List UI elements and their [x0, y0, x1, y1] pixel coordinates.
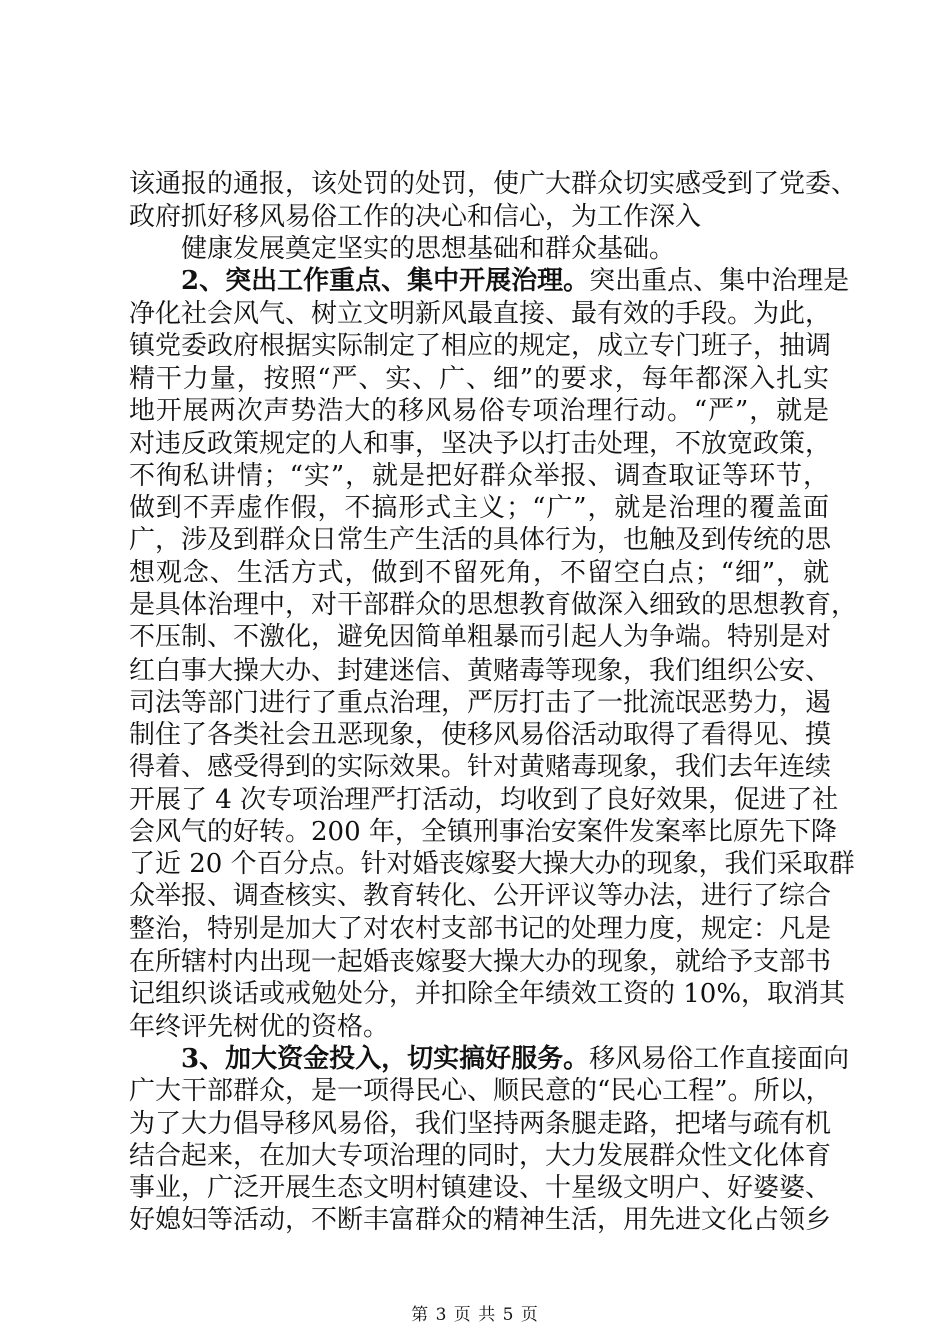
- text-line: 红白事大操大办、封建迷信、黄赌毒等现象，我们组织公安、: [129, 656, 832, 686]
- page-footer: 第 3 页 共 5 页: [411, 1305, 539, 1325]
- text-line: 在所辖村内出现一起婚丧嫁娶大操大办的现象，就给予支部书: [129, 947, 832, 977]
- text-line: 开展了 4 次专项治理严打活动，均收到了良好效果，促进了社: [129, 785, 839, 815]
- text-line: 该通报的通报，该处罚的处罚，使广大群众切实感受到了党委、: [129, 169, 858, 199]
- section-heading-2: 2、突出工作重点、集中开展治理。: [181, 266, 590, 296]
- text-line: 不压制、不激化，避免因简单粗暴而引起人为争端。特别是对: [129, 622, 832, 652]
- text-line: 得着、感受得到的实际效果。针对黄赌毒现象，我们去年连续: [129, 752, 832, 782]
- text-line: 好媳妇等活动，不断丰富群众的精神生活，用先进文化占领乡: [129, 1205, 832, 1235]
- section-heading-3: 3、加大资金投入，切实搞好服务。: [181, 1044, 590, 1074]
- text-line: 了近 20 个百分点。针对婚丧嫁娶大操大办的现象，我们采取群: [129, 849, 855, 879]
- text-line: 会风气的好转。200 年，全镇刑事治安案件发案率比原先下降: [129, 817, 837, 847]
- text-line: 是具体治理中，对干部群众的思想教育做深入细致的思想教育，: [129, 590, 858, 620]
- text-line: 健康发展奠定坚实的思想基础和群众基础。: [181, 234, 676, 264]
- text-line: 事业，广泛开展生态文明村镇建设、十星级文明户、好婆婆、: [129, 1173, 832, 1203]
- text-line: 政府抓好移风易俗工作的决心和信心，为工作深入: [129, 202, 702, 232]
- text-line: 记组织谈话或戒勉处分，并扣除全年绩效工资的 10%，取消其: [129, 979, 846, 1009]
- text-span: 突出重点、集中治理是: [589, 266, 850, 296]
- text-line: 年终评先树优的资格。: [129, 1012, 390, 1042]
- text-line: 做到不弄虚作假，不搞形式主义；“广”，就是治理的覆盖面: [129, 493, 829, 523]
- text-line: 不徇私讲情；“实”，就是把好群众举报、调查取证等环节，: [129, 461, 829, 491]
- text-line: 镇党委政府根据实际制定了相应的规定，成立专门班子，抽调: [129, 331, 832, 361]
- text-span: 移风易俗工作直接面向: [589, 1044, 850, 1074]
- text-line: 精干力量，按照“严、实、广、细”的要求，每年都深入扎实: [129, 364, 829, 394]
- text-line: 广大干部群众，是一项得民心、顺民意的“民心工程”。所以，: [129, 1076, 832, 1106]
- text-line: 众举报、调查核实、教育转化、公开评议等办法，进行了综合: [129, 881, 832, 911]
- text-line: 对违反政策规定的人和事，坚决予以打击处理，不放宽政策，: [129, 429, 832, 459]
- section-paragraph-2: [181, 263, 850, 299]
- text-line: 净化社会风气、树立文明新风最直接、最有效的手段。为此，: [129, 299, 832, 329]
- text-line: 广，涉及到群众日常生产生活的具体行为，也触及到传统的思: [129, 525, 832, 555]
- text-line: 制住了各类社会丑恶现象，使移风易俗活动取得了看得见、摸: [129, 720, 832, 750]
- text-line: 整治，特别是加大了对农村支部书记的处理力度，规定：凡是: [129, 914, 832, 944]
- section-paragraph-3: [181, 1041, 850, 1077]
- text-line: 为了大力倡导移风易俗，我们坚持两条腿走路，把堵与疏有机: [129, 1109, 832, 1139]
- text-line: 司法等部门进行了重点治理，严厉打击了一批流氓恶势力，遏: [129, 688, 832, 718]
- text-line: 结合起来，在加大专项治理的同时，大力发展群众性文化体育: [129, 1141, 832, 1171]
- text-line: 想观念、生活方式，做到不留死角，不留空白点；“细”，就: [129, 558, 829, 588]
- text-line: 地开展两次声势浩大的移风易俗专项治理行动。“严”，就是: [129, 396, 829, 426]
